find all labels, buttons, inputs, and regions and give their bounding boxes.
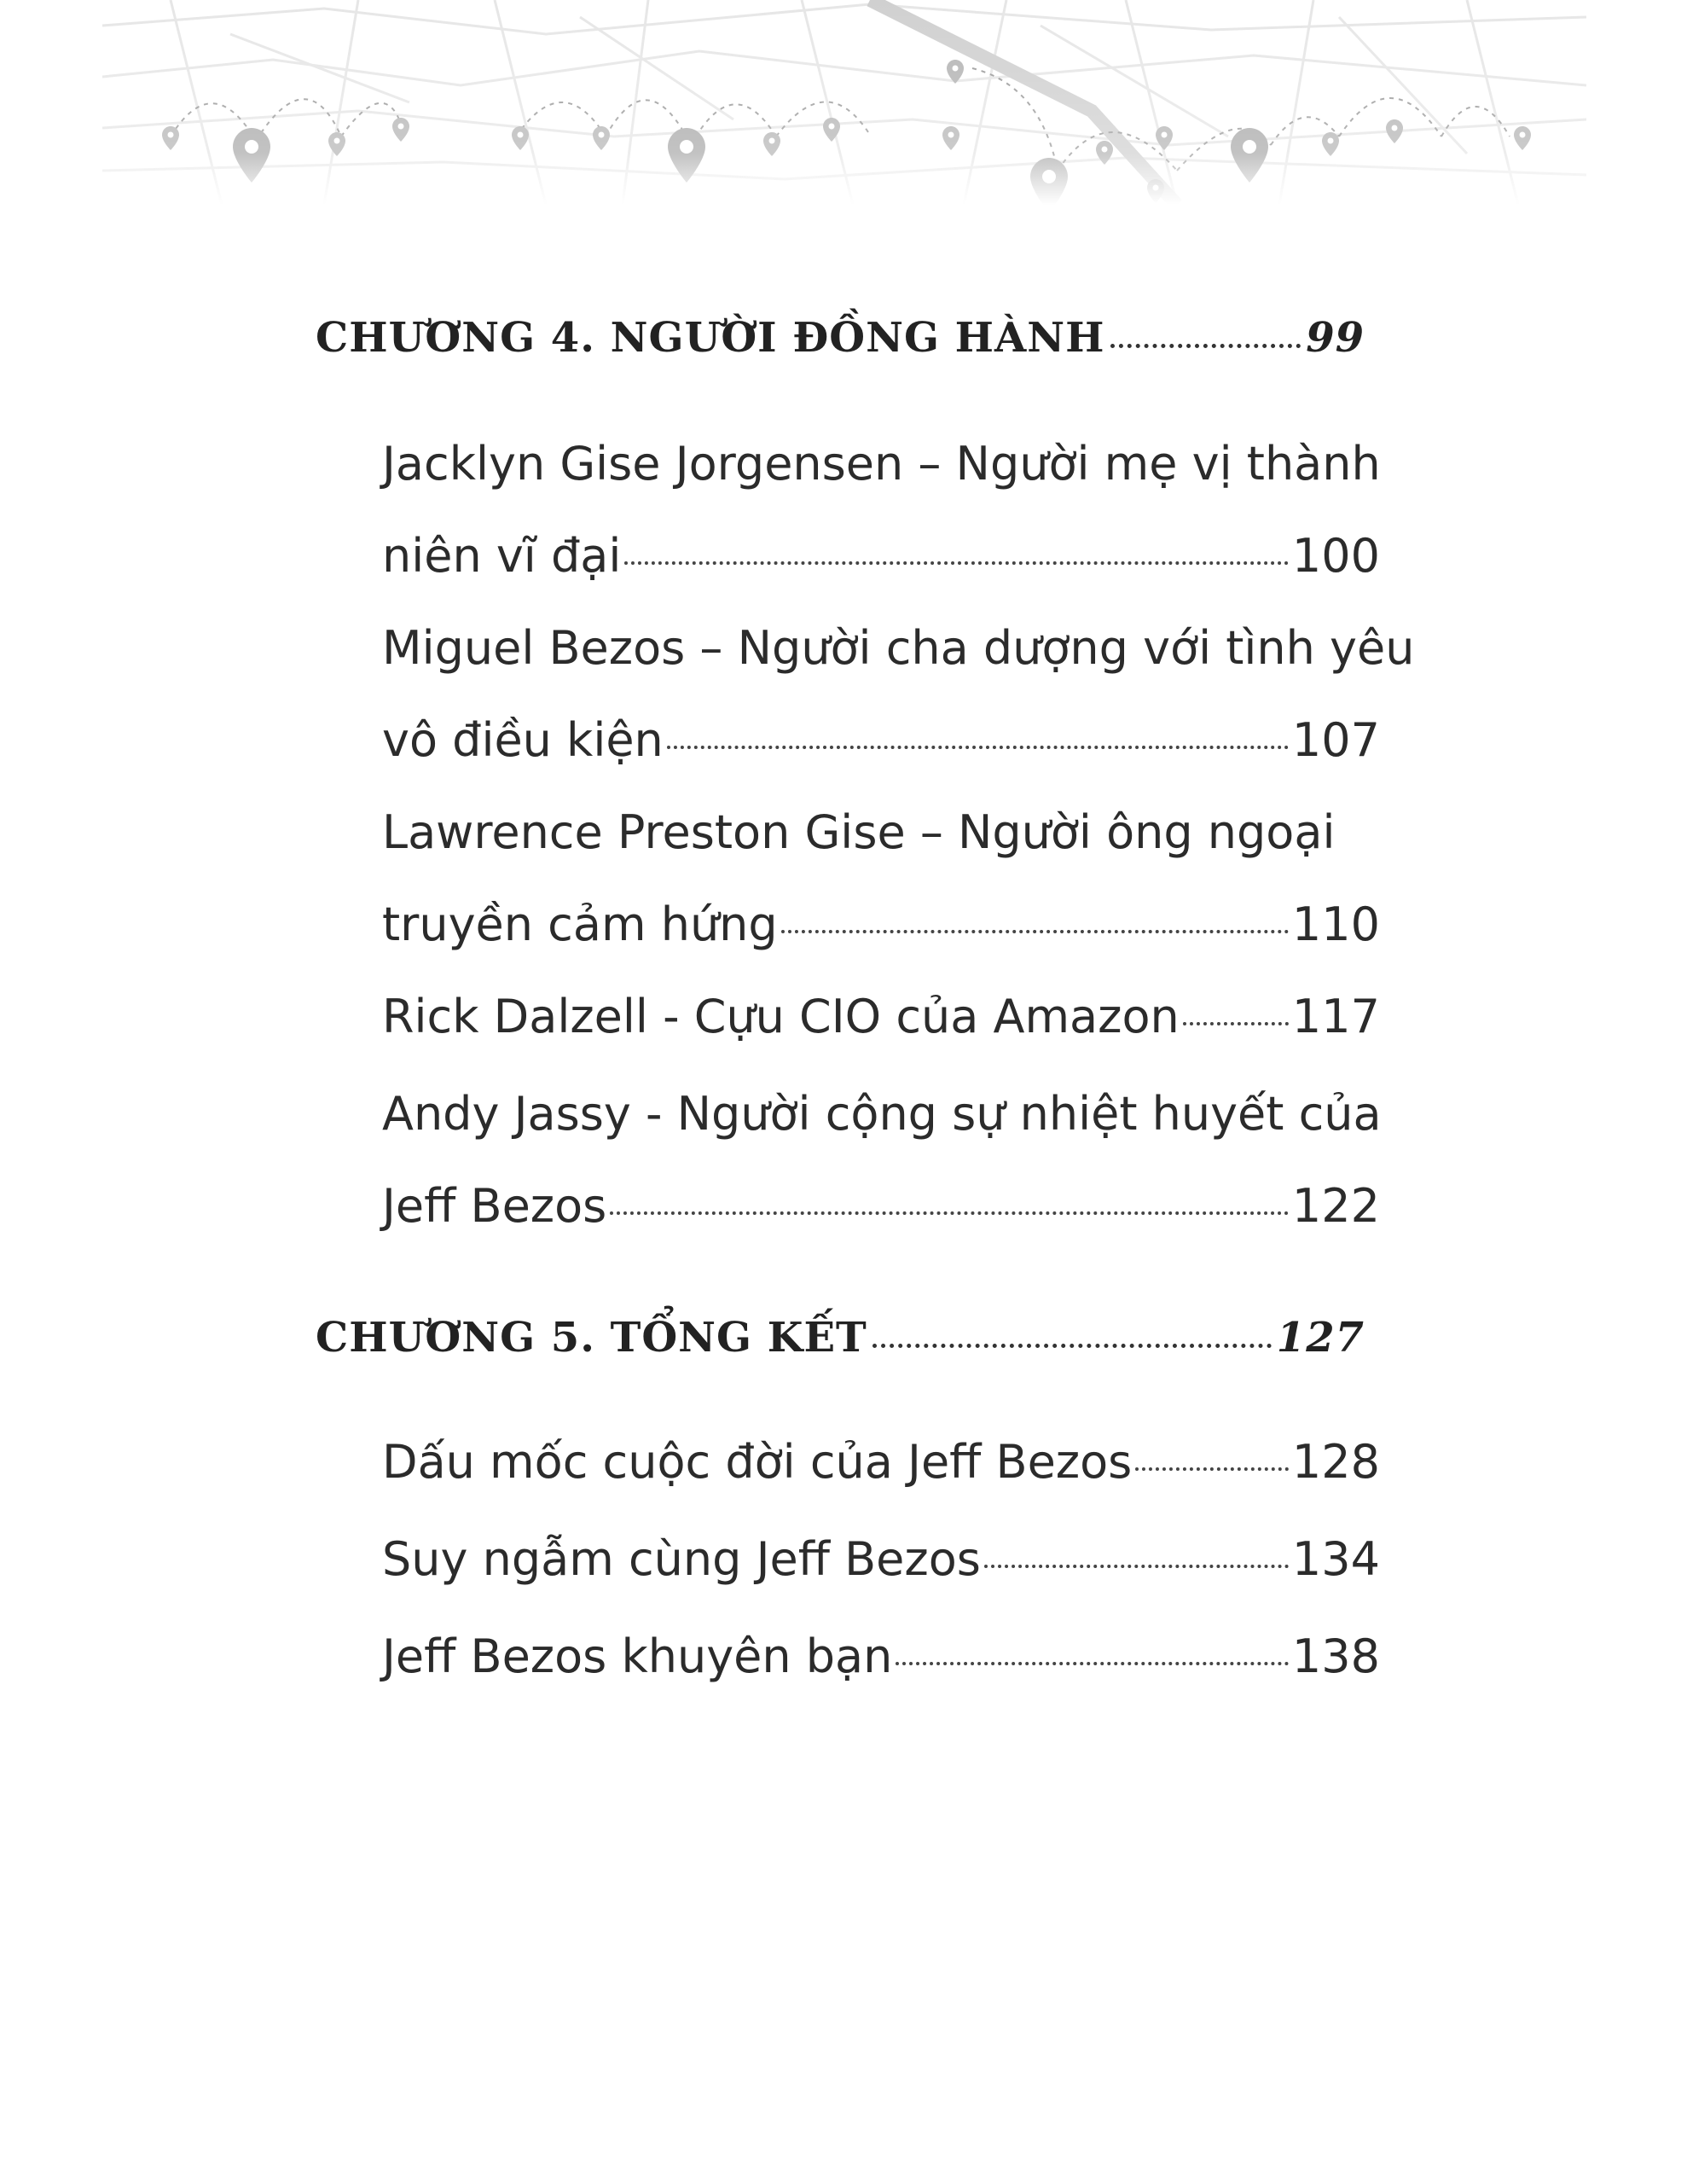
chapter-page-number: 127 [1276,1314,1365,1362]
map-banner-illustration [102,0,1586,205]
entry-page-number: 100 [1291,529,1380,583]
dot-leader [896,1662,1289,1665]
dot-leader [984,1565,1289,1568]
toc-entry[interactable] [382,1068,1380,1252]
entry-page-number: 107 [1291,713,1380,767]
entry-title-line: Lawrence Preston Gise – Người ông ngoại [382,805,1336,859]
entry-title-line-end [382,879,1380,971]
entry-title-text: niên vĩ đại [382,529,622,583]
entry-title-line-end [382,971,1380,1063]
chapter-title: CHƯƠNG 5. TỔNG KẾT [316,1314,867,1362]
chapter-heading[interactable] [316,314,1365,362]
toc-entry[interactable] [382,1611,1380,1703]
entry-title-text: Suy ngẫm cùng Jeff Bezos [382,1532,981,1586]
entry-page-number: 138 [1291,1629,1380,1683]
entry-page-number: 117 [1291,990,1380,1043]
entry-title-line: Jacklyn Gise Jorgensen – Người mẹ vị thành [382,437,1381,491]
entry-title-line-end [382,694,1380,787]
toc-entry[interactable] [382,1513,1380,1606]
dot-leader [610,1211,1289,1215]
toc-entry[interactable] [382,787,1380,971]
entry-title-line-end [382,510,1380,602]
chapter-title: CHƯƠNG 4. NGƯỜI ĐỒNG HÀNH [316,314,1105,362]
toc-entry[interactable] [382,1416,1380,1508]
entry-page-number: 122 [1291,1179,1380,1233]
entry-page-number: 134 [1291,1532,1380,1586]
entry-title-line-end [382,1416,1380,1508]
dot-leader [872,1344,1272,1348]
entry-title-line: Andy Jassy - Người cộng sự nhiệt huyết của [382,1087,1382,1141]
dot-leader [667,746,1289,749]
dot-leader [1135,1467,1289,1471]
toc-entry[interactable] [382,971,1380,1063]
chapter-heading[interactable] [316,1314,1365,1362]
entry-title-text: Rick Dalzell - Cựu CIO của Amazon [382,990,1180,1043]
entry-title-text: truyền cảm hứng [382,897,778,951]
dot-leader [781,930,1289,933]
entry-title-line-end [382,1513,1380,1606]
entry-title-text: vô điều kiện [382,713,664,767]
toc-entry[interactable] [382,602,1415,787]
chapter-page-number: 99 [1306,314,1365,362]
dot-leader [624,561,1289,565]
entry-page-number: 110 [1291,897,1380,951]
entry-title-line: Miguel Bezos – Người cha dượng với tình yêu [382,621,1415,675]
entry-title-line-end [382,1160,1380,1252]
dot-leader [1183,1022,1289,1025]
dot-leader [1110,344,1301,348]
entry-title-text: Jeff Bezos [382,1179,607,1233]
toc-entry[interactable] [382,418,1380,602]
entry-page-number: 128 [1291,1435,1380,1489]
entry-title-line-end [382,1611,1380,1703]
entry-title-text: Jeff Bezos khuyên bạn [382,1629,893,1683]
entry-title-text: Dấu mốc cuộc đời của Jeff Bezos [382,1435,1133,1489]
